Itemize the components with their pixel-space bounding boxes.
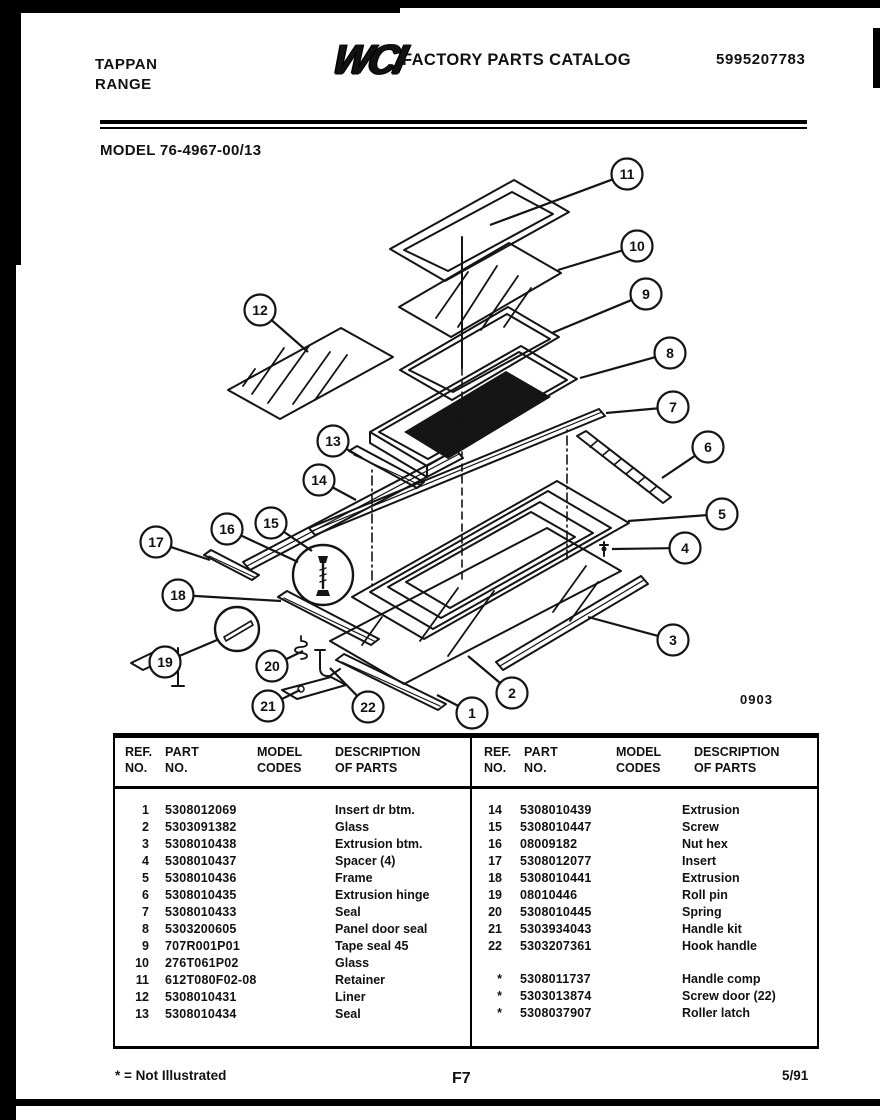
callout-leader-2	[468, 656, 500, 683]
callout-leader-6	[662, 456, 695, 478]
table-cell: Frame	[335, 870, 373, 885]
table-cell: 5308037907	[520, 1005, 592, 1020]
column-header: OF PARTS	[335, 761, 398, 775]
column-header: NO.	[524, 761, 547, 775]
table-cell: 5308010434	[165, 1006, 237, 1021]
table-cell: Seal	[335, 1006, 361, 1021]
callout-label-11: 11	[619, 166, 635, 182]
callout-label-21: 21	[260, 698, 276, 714]
callout-label-9: 9	[642, 286, 650, 302]
footer-note: * = Not Illustrated	[115, 1068, 227, 1083]
part-hinge-extrusion	[577, 431, 671, 503]
callout-leader-12	[272, 320, 308, 352]
callout-leader-19	[179, 640, 217, 656]
table-row	[115, 954, 467, 971]
model-number: MODEL 76-4967-00/13	[100, 142, 262, 159]
table-cell: 3	[142, 836, 149, 851]
callout-leader-10	[558, 251, 622, 270]
table-cell: 5303207361	[520, 938, 592, 953]
table-cell: 9	[142, 938, 149, 953]
table-cell: 19	[488, 887, 502, 902]
table-cell: Roll pin	[682, 887, 728, 902]
table-cell: 276T061P02	[165, 955, 239, 970]
table-cell: 13	[135, 1006, 149, 1021]
table-row	[474, 1004, 818, 1021]
table-cell: Spacer (4)	[335, 853, 396, 868]
table-row	[115, 920, 467, 937]
callout-label-1: 1	[468, 705, 476, 721]
part-handle-kit	[282, 677, 346, 699]
table-cell: Extrusion	[682, 802, 740, 817]
table-cell: 5308010445	[520, 904, 592, 919]
table-cell: 5303013874	[520, 988, 592, 1003]
footer-page-number: F7	[452, 1070, 471, 1087]
part-hook-handle	[315, 650, 340, 676]
table-body-right	[474, 801, 818, 1021]
table-row	[115, 886, 467, 903]
table-row	[474, 852, 818, 869]
table-row	[115, 937, 467, 954]
callout-leader-13	[346, 449, 362, 458]
table-cell: 1	[142, 802, 149, 817]
column-header: REF.	[484, 745, 512, 759]
table-cell: 5308010431	[165, 989, 237, 1004]
table-cell: Handle kit	[682, 921, 742, 936]
table-cell: 22	[488, 938, 502, 953]
table-cell: 4	[142, 853, 149, 868]
callout-leader-14	[333, 487, 356, 500]
table-cell: 5308010441	[520, 870, 592, 885]
table-cell: 5308010435	[165, 887, 237, 902]
table-cell: 5308010437	[165, 853, 237, 868]
callout-leader-8	[580, 357, 655, 378]
part-frame	[352, 481, 629, 639]
table-cell: 7	[142, 904, 149, 919]
callout-leader-15	[284, 532, 312, 551]
table-cell: Panel door seal	[335, 921, 428, 936]
table-cell: Insert	[682, 853, 717, 868]
column-header: MODEL	[257, 745, 303, 759]
part-retainer	[390, 180, 569, 281]
callout-label-2: 2	[508, 685, 516, 701]
column-header: NO.	[165, 761, 188, 775]
callout-leader-4	[612, 548, 670, 549]
table-cell: 08009182	[520, 836, 578, 851]
table-row	[115, 835, 467, 852]
table-row	[474, 987, 818, 1004]
footer-rule	[0, 1099, 880, 1106]
table-cell: Hook handle	[682, 938, 758, 953]
callout-leader-20	[286, 651, 303, 659]
table-cell: 612T080F02-08	[165, 972, 257, 987]
publication-number: 5995207783	[716, 51, 806, 68]
column-header: DESCRIPTION	[335, 745, 421, 759]
table-cell: Spring	[682, 904, 722, 919]
column-header: REF.	[125, 745, 153, 759]
table-row	[474, 886, 818, 903]
table-header-row	[474, 760, 818, 776]
table-cell: Extrusion btm.	[335, 836, 423, 851]
footer-date: 5/91	[782, 1068, 809, 1083]
table-header-row	[115, 760, 467, 776]
table-row	[474, 801, 818, 818]
callout-label-18: 18	[170, 587, 186, 603]
column-header: NO.	[484, 761, 507, 775]
table-cell: Liner	[335, 989, 366, 1004]
part-spring	[295, 636, 307, 659]
table-cell: 5303934043	[520, 921, 592, 936]
table-cell: Roller latch	[682, 1005, 751, 1020]
callout-label-14: 14	[311, 472, 327, 488]
callout-label-6: 6	[704, 439, 712, 455]
callout-leader-11	[490, 179, 612, 225]
table-row	[115, 988, 467, 1005]
table-cell: 08010446	[520, 887, 578, 902]
callout-label-22: 22	[360, 699, 376, 715]
table-row	[115, 903, 467, 920]
table-cell: Extrusion	[682, 870, 740, 885]
callout-leader-22	[330, 668, 357, 696]
table-cell: 17	[488, 853, 502, 868]
table-cell: 5	[142, 870, 149, 885]
table-cell: 6	[142, 887, 149, 902]
table-cell: Seal	[335, 904, 361, 919]
callout-label-16: 16	[219, 521, 235, 537]
table-header-row	[115, 744, 467, 760]
figure-number: 0903	[740, 692, 773, 707]
callout-label-3: 3	[669, 632, 677, 648]
callout-label-12: 12	[252, 302, 268, 318]
callout-label-19: 19	[157, 654, 173, 670]
table-cell: 16	[488, 836, 502, 851]
table-header-separator	[113, 786, 819, 789]
table-row	[115, 1005, 467, 1022]
callout-label-5: 5	[718, 506, 726, 522]
table-cell: *	[497, 1005, 502, 1020]
table-cell: 5303200605	[165, 921, 237, 936]
table-cell: 5308010436	[165, 870, 237, 885]
column-header: NO.	[125, 761, 148, 775]
table-row	[474, 869, 818, 886]
table-cell: 21	[488, 921, 502, 936]
table-header-left	[115, 744, 467, 776]
callout-label-17: 17	[148, 534, 164, 550]
table-cell: 14	[488, 802, 502, 817]
wci-logo: WCI	[328, 36, 409, 84]
column-header: PART	[524, 745, 558, 759]
column-header: CODES	[616, 761, 661, 775]
table-cell: Glass	[335, 819, 370, 834]
table-body-left	[115, 801, 467, 1022]
table-cell: Extrusion hinge	[335, 887, 430, 902]
callout-label-4: 4	[681, 540, 689, 556]
callout-leader-9	[552, 300, 632, 333]
table-row	[115, 869, 467, 886]
callout-label-10: 10	[629, 238, 645, 254]
table-row	[474, 937, 818, 954]
callout-label-8: 8	[666, 345, 674, 361]
table-cell: 5303091382	[165, 819, 237, 834]
table-cell: 18	[488, 870, 502, 885]
table-row	[115, 818, 467, 835]
table-cell: *	[497, 971, 502, 986]
table-cell: Glass	[335, 955, 370, 970]
column-header: DESCRIPTION	[694, 745, 780, 759]
table-row	[115, 801, 467, 818]
table-header-right	[474, 744, 818, 776]
table-cell: 5308010447	[520, 819, 592, 834]
table-cell: Insert dr btm.	[335, 802, 415, 817]
table-cell: Screw	[682, 819, 719, 834]
catalog-title: FACTORY PARTS CATALOG	[402, 51, 632, 69]
callout-label-7: 7	[669, 399, 677, 415]
table-cell: 5308012069	[165, 802, 237, 817]
table-cell: Screw door (22)	[682, 988, 776, 1003]
table-row	[115, 852, 467, 869]
callout-label-20: 20	[264, 658, 280, 674]
table-cell: 707R001P01	[165, 938, 240, 953]
table-row	[474, 903, 818, 920]
table-cell: 5308010438	[165, 836, 237, 851]
table-header-row	[474, 744, 818, 760]
table-cell: Retainer	[335, 972, 386, 987]
table-column-divider	[470, 733, 472, 1049]
table-cell: *	[497, 988, 502, 1003]
table-row	[474, 835, 818, 852]
table-cell: 10	[135, 955, 149, 970]
table-cell: Nut hex	[682, 836, 728, 851]
callout-leader-17	[171, 547, 210, 560]
table-cell: 15	[488, 819, 502, 834]
callout-label-15: 15	[263, 515, 279, 531]
callout-label-13: 13	[325, 433, 341, 449]
table-cell: 11	[135, 972, 149, 987]
table-cell: 12	[135, 989, 149, 1004]
callout-leader-7	[606, 408, 658, 413]
column-header: CODES	[257, 761, 302, 775]
brand-line-1: TAPPAN	[95, 56, 158, 73]
table-cell: Handle comp	[682, 971, 761, 986]
callout-leader-18	[193, 596, 281, 601]
table-cell: 8	[142, 921, 149, 936]
table-cell: Tape seal 45	[335, 938, 409, 953]
column-header: MODEL	[616, 745, 662, 759]
table-cell: 2	[142, 819, 149, 834]
table-row	[474, 818, 818, 835]
table-cell: 5308010439	[520, 802, 592, 817]
table-row	[474, 970, 818, 987]
table-row	[115, 971, 467, 988]
column-header: OF PARTS	[694, 761, 757, 775]
table-cell: 5308010433	[165, 904, 237, 919]
table-cell: 5308012077	[520, 853, 592, 868]
table-row	[474, 920, 818, 937]
table-cell: 20	[488, 904, 502, 919]
callout-leader-5	[628, 515, 707, 521]
brand-line-2: RANGE	[95, 76, 152, 93]
table-cell: 5308011737	[520, 971, 591, 986]
callout-leader-3	[588, 617, 658, 636]
column-header: PART	[165, 745, 199, 759]
